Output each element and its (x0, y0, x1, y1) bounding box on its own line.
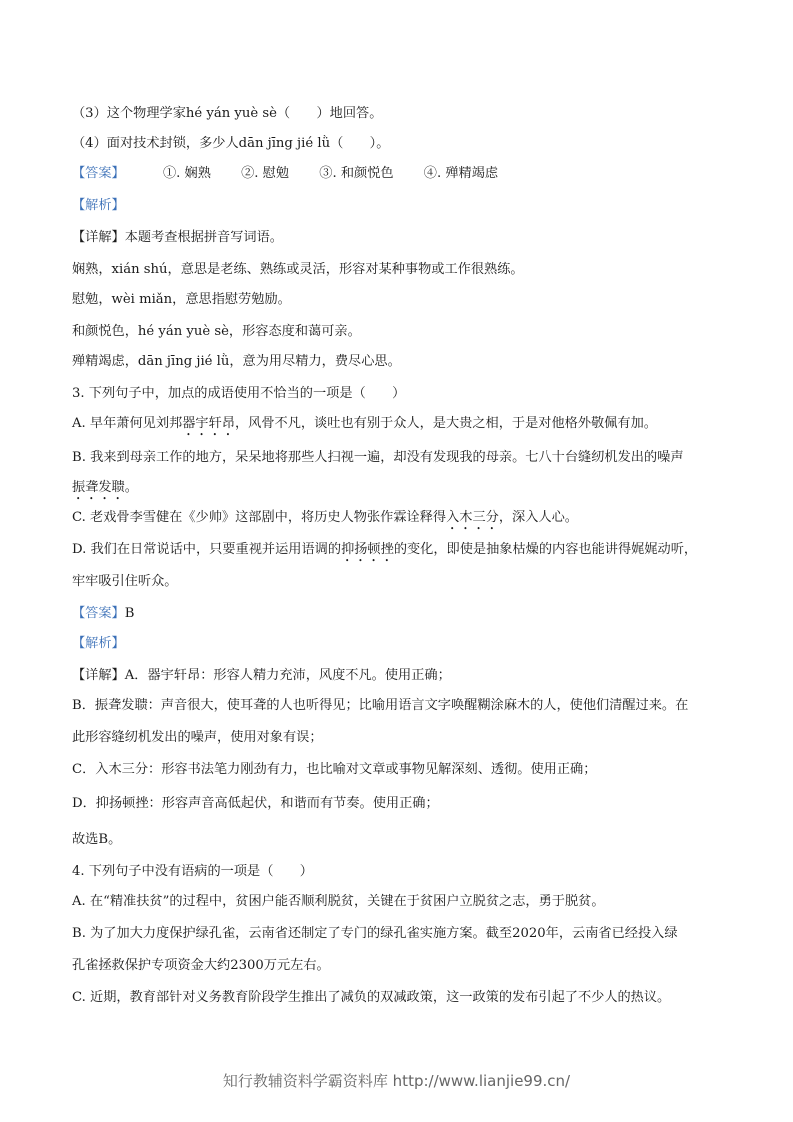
dotted-idiom: 抑扬顿挫 (341, 542, 394, 557)
question-4-option-b-line1: B. 为了加大力度保护绿孔雀，云南省还制定了专门的绿孔雀实施方案。截至2020年，云南省已经投入绿 (72, 926, 678, 941)
option-text: D. 我们在日常说话中，只要重视并运用语调的 (72, 542, 342, 557)
detail-3-b-line2: 此形容缝纫机发出的噪声，使用对象有误； (72, 730, 323, 745)
explanation-3: 和颜悦色，hé yán yuè sè，形容态度和蔼可亲。 (72, 324, 361, 339)
question-3: 3. 下列句子中，加点的成语使用不恰当的一项是（ ） (72, 386, 406, 401)
answer-tag: 【答案】 (72, 166, 125, 181)
question-4-option-a: A. 在“精准扶贫”的过程中，贫困户能否顺利脱贫，关键在于贫困户立脱贫之志，勇于脱贫。 (72, 894, 605, 909)
answer-tag: 【答案】 (72, 606, 125, 621)
detail-3-b-line1: B．振聋发聩：声音很大，使耳聋的人也听得见；比喻用语言文字唤醒糊涂麻木的人，使他们清醒过来。在 (72, 698, 689, 713)
question-3-option-b-line1: B. 我来到母亲工作的地方，呆呆地将那些人扫视一遍，却没有发现我的母亲。七八十台缝纫机发出的噪声 (72, 450, 684, 465)
option-text: C. 老戏骨李雪健在《少帅》这部剧中，将历史人物张作霖诠释得 (72, 510, 447, 525)
detail-2: 【详解】本题考查根据拼音写词语。 (72, 230, 283, 245)
question-4: 4. 下列句子中没有语病的一项是（ ） (72, 864, 313, 879)
answer-item: ③. 和颜悦色 (319, 166, 394, 181)
answer-3 (72, 604, 733, 624)
explanation-2: 慰勉，wèi miǎn，意思指慰劳勉励。 (72, 292, 291, 307)
analysis-tag-2: 【解析】 (72, 198, 125, 213)
dotted-idiom: 器宇轩昂 (182, 416, 235, 431)
answer-item: ④. 殚精竭虑 (423, 166, 499, 181)
question-4-option-b-line2: 孔雀拯救保护专项资金大约2300万元左右。 (72, 958, 330, 973)
detail-3-conclusion: 故选B。 (72, 832, 122, 847)
dotted-idiom: 振聋发聩 (72, 480, 125, 495)
explanation-1: 娴熟，xián shú，意思是老练、熟练或灵活，形容对某种事物或工作很熟练。 (72, 262, 524, 277)
detail-3-c: C．入木三分：形容书法笔力刚劲有力，也比喻对文章或事物见解深刻、透彻。使用正确； (72, 762, 597, 777)
analysis-tag-3: 【解析】 (72, 636, 125, 651)
answer-item: ②. 慰勉 (241, 166, 290, 181)
answer-value: B (124, 606, 135, 621)
option-text: ，风骨不凡，谈吐也有别于众人，是大贵之相，于是对他格外敬佩有加。 (234, 416, 657, 431)
dotted-idiom: 入木三分 (446, 510, 499, 525)
answer-item: ①. 娴熟 (162, 166, 211, 181)
question-3-option-d-line1 (72, 540, 733, 565)
question-3-option-a (72, 414, 733, 439)
option-text: 的变化，即使是抽象枯燥的内容也能讲得娓娓动听， (393, 542, 698, 557)
question-3-option-d-line2: 牢牢吸引住听众。 (72, 574, 178, 589)
option-text: ，深入人心。 (498, 510, 578, 525)
option-text: A. 早年萧何见刘邦 (72, 416, 183, 431)
question-3-option-b-line2 (72, 478, 733, 503)
option-text: 。 (124, 480, 138, 495)
question-3-option-c (72, 508, 733, 533)
question-4-option-c: C. 近期，教育部针对义务教育阶段学生推出了减负的双减政策，这一政策的发布引起了不少人的热议。 (72, 990, 671, 1005)
question-2-item-3: （3）这个物理学家hé yán yuè sè（ ）地回答。 (72, 106, 383, 121)
detail-3-d: D．抑扬顿挫：形容声音高低起伏，和谐而有节奏。使用正确； (72, 796, 439, 811)
explanation-4: 殚精竭虑，dān jīng jié lǜ，意为用尽精力，费尽心思。 (72, 354, 401, 369)
detail-3-a: 【详解】A．器宇轩昂：形容人精力充沛，风度不凡。使用正确； (72, 668, 451, 683)
footer-watermark: 知行教辅资料学霸资料库 http://www.lianjie99.cn/ (222, 1072, 571, 1090)
question-2-item-4: （4）面对技术封锁，多少人dān jīng jié lǜ（ ）。 (72, 136, 390, 151)
answer-2 (72, 164, 733, 184)
